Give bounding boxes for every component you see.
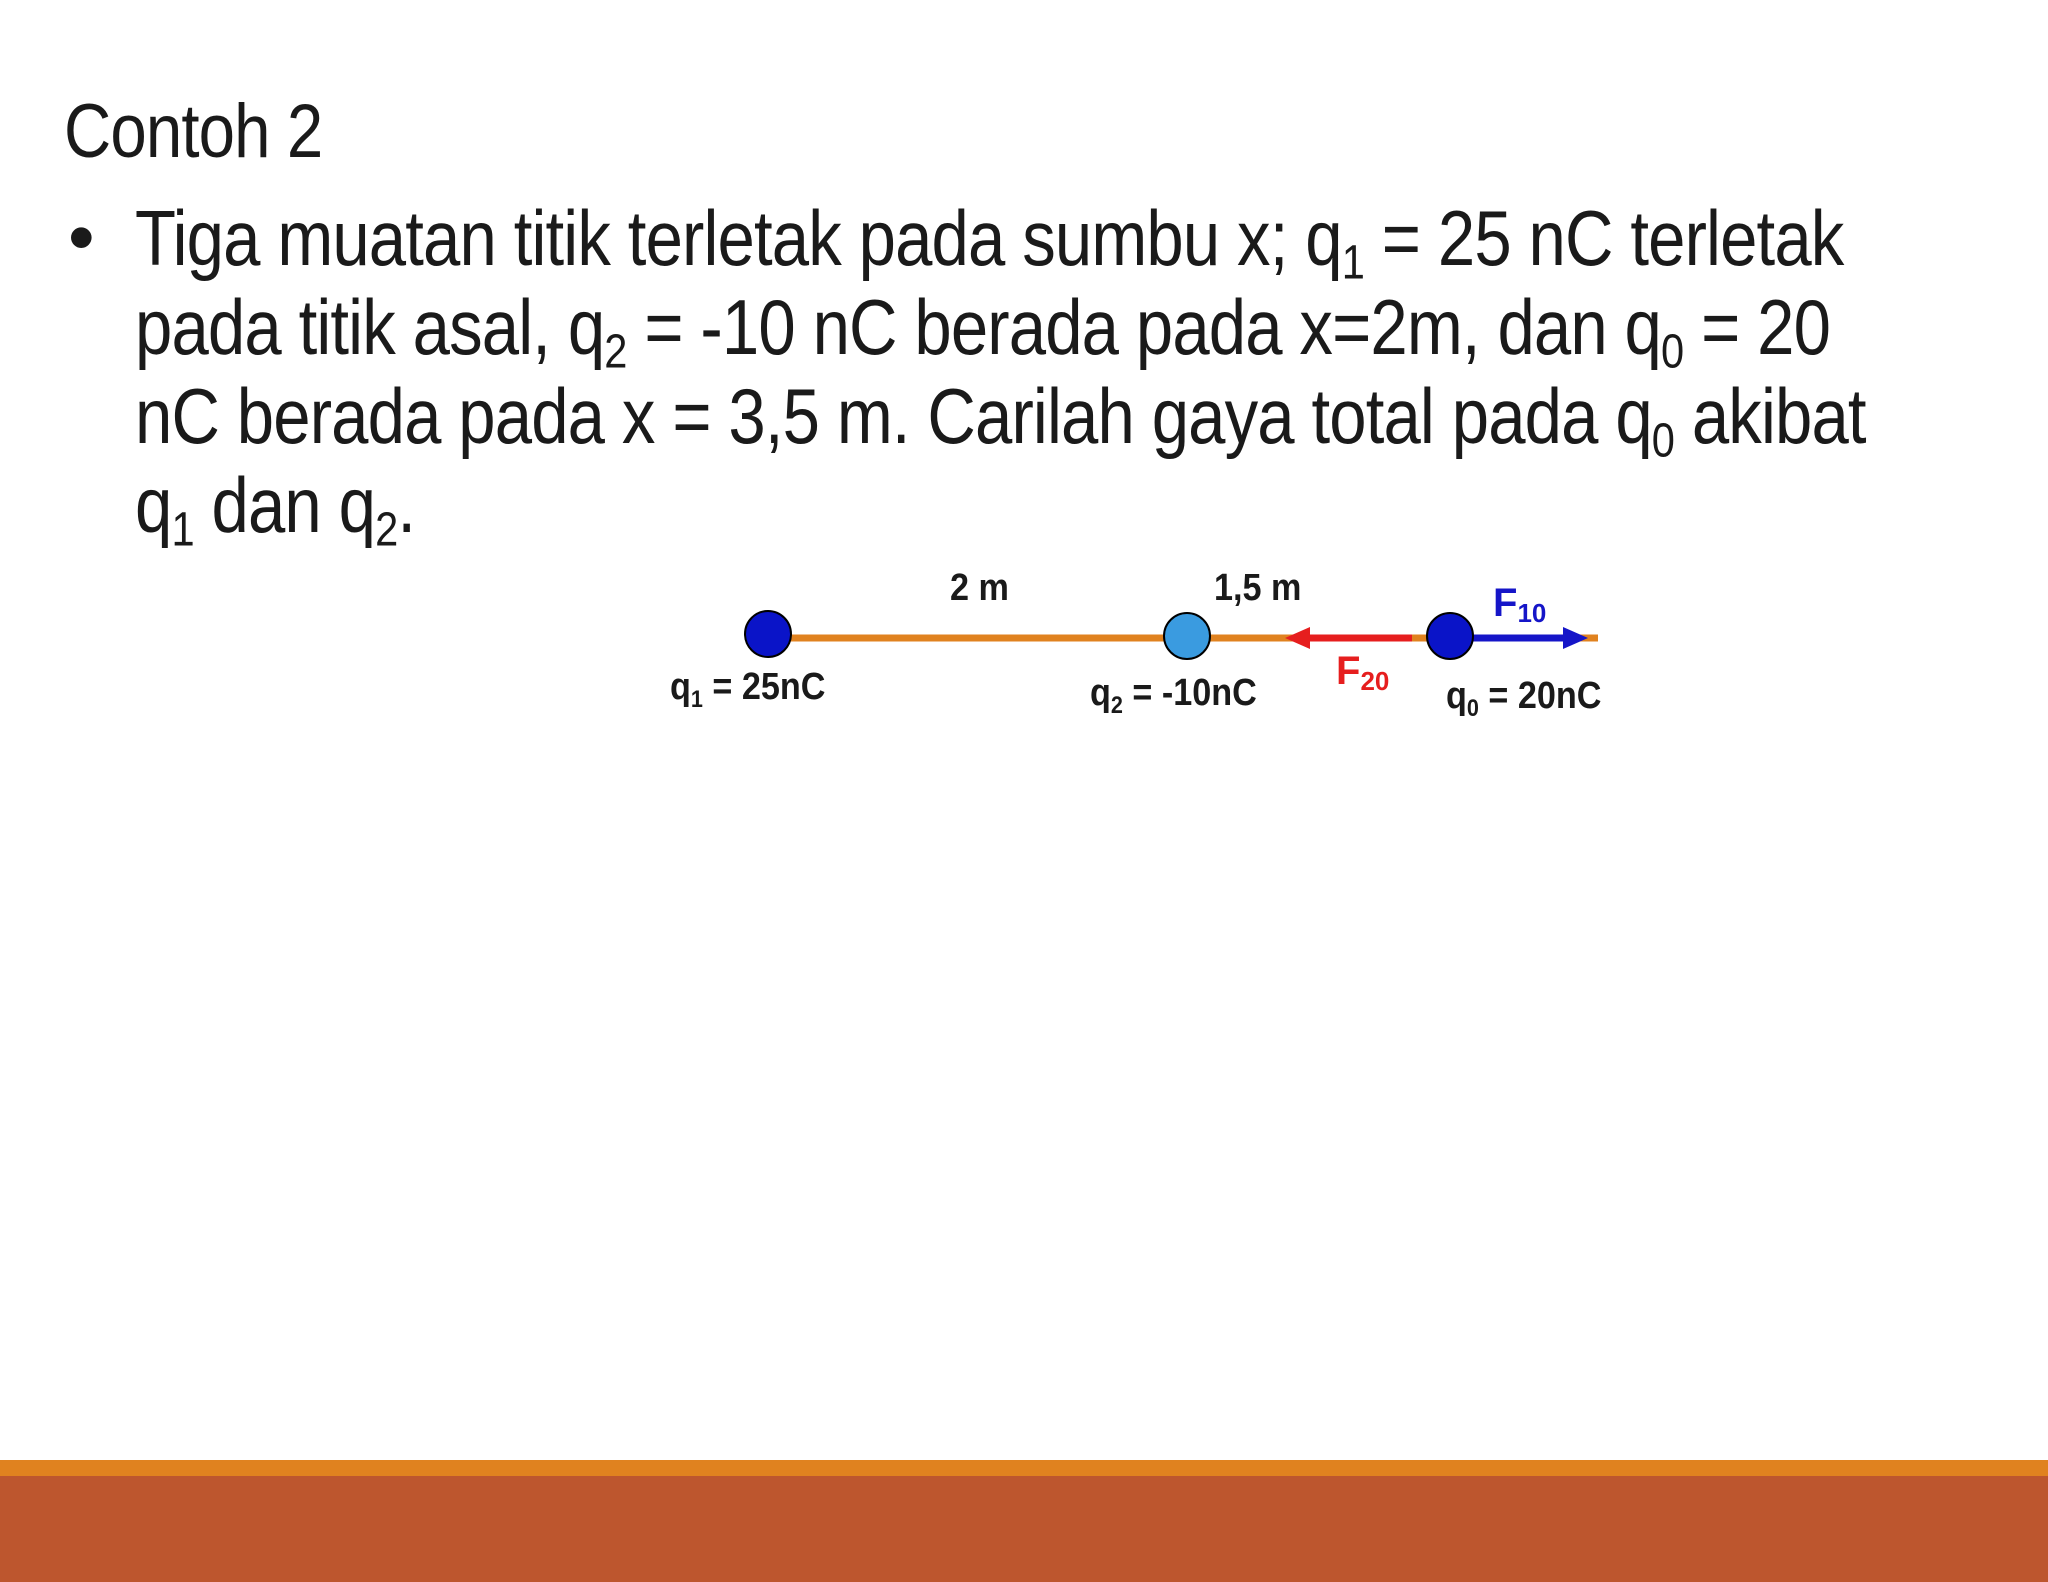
problem-line-2: pada titik asal, $q_2 = -10$ nC berada pada x=2m, dan $q_0 = 20$ xyxy=(135,283,1831,379)
force-label-f20: F20 xyxy=(1336,649,1390,696)
charge-q1 xyxy=(745,611,791,657)
charge-label-q2: $q_2 = -10nC$ xyxy=(1090,670,1257,719)
bullet-marker: • xyxy=(68,195,95,280)
distance-label-d2: 1,5 m xyxy=(1214,565,1302,609)
charge-label-q1: $q_1 = 25nC$ xyxy=(670,664,826,713)
footer-bar xyxy=(0,1476,2048,1582)
force-f10-arrowhead xyxy=(1563,627,1588,649)
force-f20-arrowhead xyxy=(1285,627,1310,649)
problem-line-1: Tiga muatan titik terletak pada sumbu x; $q_1 = 25$ nC terletak xyxy=(135,194,1844,290)
distance-label-d1: 2 m xyxy=(950,565,1009,609)
problem-line-4: $q_1$ dan $q_2$. xyxy=(135,461,416,557)
force-label-f10: F10 xyxy=(1493,581,1547,628)
charge-q2 xyxy=(1164,613,1210,659)
footer-accent-stripe xyxy=(0,1460,2048,1476)
problem-line-3: nC berada pada x = 3,5 m. Carilah gaya total pada $q_0$ akibat xyxy=(135,372,1866,468)
charge-q0 xyxy=(1427,613,1473,659)
charge-label-q0: $q_0 = 20nC$ xyxy=(1446,673,1602,722)
slide-title: Contoh 2 xyxy=(64,89,323,174)
